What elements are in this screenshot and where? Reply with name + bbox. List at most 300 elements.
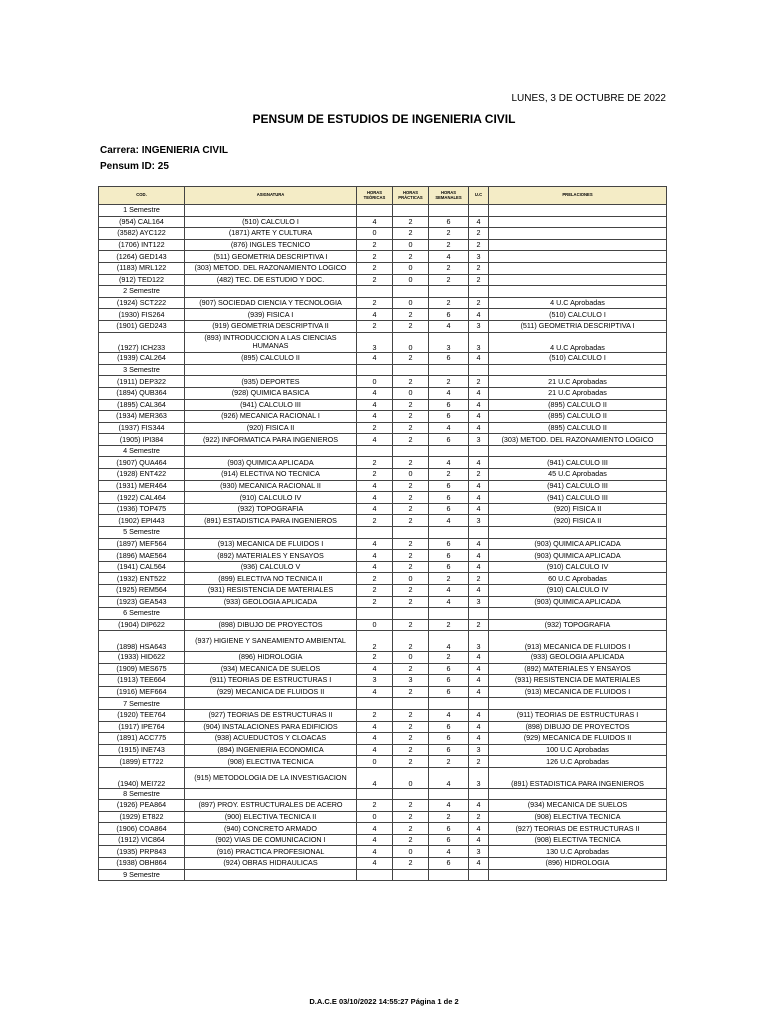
weekly-hours: 2 xyxy=(429,228,469,240)
weekly-hours: 4 xyxy=(429,846,469,858)
course-name: (910) CALCULO IV xyxy=(185,492,357,504)
empty-cell xyxy=(469,445,489,457)
practice-hours: 2 xyxy=(393,811,429,823)
course-code: (1933) HID622 xyxy=(99,651,185,663)
practice-hours: 2 xyxy=(393,320,429,332)
empty-cell xyxy=(185,445,357,457)
empty-cell xyxy=(357,527,393,539)
weekly-hours: 4 xyxy=(429,320,469,332)
course-name: (903) QUIMICA APLICADA xyxy=(185,457,357,469)
theory-hours: 4 xyxy=(357,411,393,423)
empty-cell xyxy=(185,869,357,881)
course-code: (1905) IPI384 xyxy=(99,434,185,446)
table-body xyxy=(99,205,667,881)
course-code: (1706) INT122 xyxy=(99,239,185,251)
weekly-hours: 6 xyxy=(429,411,469,423)
semester-label: 7 Semestre xyxy=(99,698,185,710)
table-header-row xyxy=(99,187,667,205)
course-row xyxy=(99,387,667,399)
course-row xyxy=(99,721,667,733)
course-name: (902) VIAS DE COMUNICACION I xyxy=(185,834,357,846)
theory-hours: 0 xyxy=(357,756,393,768)
career-label: Carrera: INGENIERIA CIVIL xyxy=(100,145,228,156)
prerequisite: (933) GEOLOGIA APLICADA xyxy=(489,651,667,663)
course-name: (908) ELECTIVA TECNICA xyxy=(185,756,357,768)
prerequisite: (941) CALCULO III xyxy=(489,457,667,469)
course-code: (1934) MER363 xyxy=(99,411,185,423)
theory-hours: 2 xyxy=(357,596,393,608)
theory-hours: 4 xyxy=(357,538,393,550)
course-code: (1907) QUA464 xyxy=(99,457,185,469)
empty-cell xyxy=(357,286,393,298)
course-name: (913) MECANICA DE FLUIDOS I xyxy=(185,538,357,550)
course-code: (1897) MEF564 xyxy=(99,538,185,550)
course-code: (1926) PEA864 xyxy=(99,800,185,812)
course-name: (907) SOCIEDAD CIENCIA Y TECNOLOGIA xyxy=(185,297,357,309)
theory-hours: 3 xyxy=(357,332,393,353)
practice-hours: 2 xyxy=(393,216,429,228)
theory-hours: 0 xyxy=(357,228,393,240)
theory-hours: 2 xyxy=(357,297,393,309)
prerequisite: (941) CALCULO III xyxy=(489,480,667,492)
course-name: (926) MECANICA RACIONAL I xyxy=(185,411,357,423)
course-name: (922) INFORMATICA PARA INGENIEROS xyxy=(185,434,357,446)
empty-cell xyxy=(469,286,489,298)
theory-hours: 0 xyxy=(357,376,393,388)
credit-units: 2 xyxy=(469,756,489,768)
course-name: (927) TEORIAS DE ESTRUCTURAS II xyxy=(185,709,357,721)
theory-hours: 4 xyxy=(357,550,393,562)
credit-units: 4 xyxy=(469,561,489,573)
course-row xyxy=(99,332,667,353)
course-name: (893) INTRODUCCION A LAS CIENCIAS HUMANAS xyxy=(185,332,357,353)
weekly-hours: 4 xyxy=(429,457,469,469)
prerequisite: 21 U.C Aprobadas xyxy=(489,376,667,388)
credit-units: 4 xyxy=(469,216,489,228)
credit-units: 2 xyxy=(469,469,489,481)
credit-units: 3 xyxy=(469,320,489,332)
theory-hours: 2 xyxy=(357,457,393,469)
course-row xyxy=(99,239,667,251)
theory-hours: 4 xyxy=(357,834,393,846)
theory-hours: 2 xyxy=(357,274,393,286)
credit-units: 2 xyxy=(469,619,489,631)
empty-cell xyxy=(393,205,429,217)
empty-cell xyxy=(393,286,429,298)
theory-hours: 3 xyxy=(357,675,393,687)
course-code: (1935) PRP843 xyxy=(99,846,185,858)
empty-cell xyxy=(489,608,667,620)
empty-cell xyxy=(429,205,469,217)
empty-cell xyxy=(357,364,393,376)
course-code: (3582) AYC122 xyxy=(99,228,185,240)
empty-cell xyxy=(393,527,429,539)
semester-row xyxy=(99,205,667,217)
course-row xyxy=(99,320,667,332)
prerequisite: (913) MECANICA DE FLUIDOS I xyxy=(489,631,667,652)
weekly-hours: 4 xyxy=(429,800,469,812)
empty-cell xyxy=(489,364,667,376)
prerequisite: (941) CALCULO III xyxy=(489,492,667,504)
practice-hours: 2 xyxy=(393,823,429,835)
theory-hours: 4 xyxy=(357,399,393,411)
prerequisite: 130 U.C Aprobadas xyxy=(489,846,667,858)
semester-row xyxy=(99,286,667,298)
theory-hours: 0 xyxy=(357,811,393,823)
weekly-hours: 4 xyxy=(429,709,469,721)
weekly-hours: 6 xyxy=(429,550,469,562)
course-row xyxy=(99,353,667,365)
course-name: (919) GEOMETRIA DESCRIPTIVA II xyxy=(185,320,357,332)
course-row xyxy=(99,422,667,434)
weekly-hours: 6 xyxy=(429,503,469,515)
theory-hours: 4 xyxy=(357,216,393,228)
course-row xyxy=(99,434,667,446)
course-code: (1930) FIS264 xyxy=(99,309,185,321)
prerequisite: 21 U.C Aprobadas xyxy=(489,387,667,399)
course-row xyxy=(99,480,667,492)
theory-hours: 2 xyxy=(357,631,393,652)
course-name: (931) RESISTENCIA DE MATERIALES xyxy=(185,585,357,597)
practice-hours: 2 xyxy=(393,251,429,263)
course-name: (934) MECANICA DE SUELOS xyxy=(185,663,357,675)
weekly-hours: 2 xyxy=(429,376,469,388)
course-row xyxy=(99,767,667,788)
semester-label: 1 Semestre xyxy=(99,205,185,217)
course-name: (896) HIDROLOGIA xyxy=(185,651,357,663)
empty-cell xyxy=(185,788,357,800)
weekly-hours: 6 xyxy=(429,309,469,321)
practice-hours: 2 xyxy=(393,480,429,492)
course-row xyxy=(99,251,667,263)
course-row xyxy=(99,596,667,608)
empty-cell xyxy=(489,527,667,539)
course-name: (915) METODOLOGIA DE LA INVESTIGACION xyxy=(185,767,357,788)
practice-hours: 2 xyxy=(393,561,429,573)
theory-hours: 2 xyxy=(357,239,393,251)
practice-hours: 2 xyxy=(393,353,429,365)
semester-row xyxy=(99,527,667,539)
semester-label: 8 Semestre xyxy=(99,788,185,800)
course-row xyxy=(99,515,667,527)
empty-cell xyxy=(185,286,357,298)
course-name: (904) INSTALACIONES PARA EDIFICIOS xyxy=(185,721,357,733)
prerequisite: (895) CALCULO II xyxy=(489,411,667,423)
course-row xyxy=(99,550,667,562)
semester-label: 3 Semestre xyxy=(99,364,185,376)
course-code: (1940) MEI722 xyxy=(99,767,185,788)
practice-hours: 0 xyxy=(393,767,429,788)
course-row xyxy=(99,756,667,768)
prerequisite: (932) TOPOGRAFIA xyxy=(489,619,667,631)
credit-units: 4 xyxy=(469,387,489,399)
theory-hours: 4 xyxy=(357,823,393,835)
course-code: (1924) SCT222 xyxy=(99,297,185,309)
course-name: (899) ELECTIVA NO TECNICA II xyxy=(185,573,357,585)
theory-hours: 4 xyxy=(357,492,393,504)
pensum-id-label: Pensum ID: 25 xyxy=(100,161,169,172)
practice-hours: 2 xyxy=(393,411,429,423)
course-name: (892) MATERIALES Y ENSAYOS xyxy=(185,550,357,562)
course-code: (1922) CAL464 xyxy=(99,492,185,504)
empty-cell xyxy=(185,608,357,620)
prerequisite: (911) TEORIAS DE ESTRUCTURAS I xyxy=(489,709,667,721)
weekly-hours: 2 xyxy=(429,619,469,631)
course-row xyxy=(99,573,667,585)
course-name: (936) CALCULO V xyxy=(185,561,357,573)
prerequisite xyxy=(489,239,667,251)
course-row xyxy=(99,631,667,652)
credit-units: 2 xyxy=(469,262,489,274)
empty-cell xyxy=(393,608,429,620)
theory-hours: 0 xyxy=(357,619,393,631)
credit-units: 4 xyxy=(469,686,489,698)
credit-units: 4 xyxy=(469,663,489,675)
course-code: (1912) VIC864 xyxy=(99,834,185,846)
weekly-hours: 2 xyxy=(429,239,469,251)
theory-hours: 4 xyxy=(357,767,393,788)
theory-hours: 4 xyxy=(357,434,393,446)
practice-hours: 3 xyxy=(393,675,429,687)
theory-hours: 4 xyxy=(357,663,393,675)
weekly-hours: 2 xyxy=(429,573,469,585)
weekly-hours: 2 xyxy=(429,262,469,274)
course-code: (1937) FIS344 xyxy=(99,422,185,434)
prerequisite xyxy=(489,216,667,228)
theory-hours: 2 xyxy=(357,515,393,527)
practice-hours: 2 xyxy=(393,619,429,631)
course-name: (482) TEC. DE ESTUDIO Y DOC. xyxy=(185,274,357,286)
prerequisite xyxy=(489,228,667,240)
credit-units: 3 xyxy=(469,434,489,446)
report-date: LUNES, 3 DE OCTUBRE DE 2022 xyxy=(511,93,666,104)
course-code: (1906) COA864 xyxy=(99,823,185,835)
credit-units: 2 xyxy=(469,239,489,251)
course-code: (1901) GED243 xyxy=(99,320,185,332)
course-code: (1899) ET722 xyxy=(99,756,185,768)
course-name: (897) PROY. ESTRUCTURALES DE ACERO xyxy=(185,800,357,812)
empty-cell xyxy=(469,364,489,376)
practice-hours: 2 xyxy=(393,858,429,870)
weekly-hours: 6 xyxy=(429,744,469,756)
course-row xyxy=(99,492,667,504)
prerequisite: (510) CALCULO I xyxy=(489,309,667,321)
theory-hours: 2 xyxy=(357,800,393,812)
credit-units: 2 xyxy=(469,573,489,585)
empty-cell xyxy=(469,608,489,620)
course-row xyxy=(99,411,667,423)
weekly-hours: 6 xyxy=(429,823,469,835)
practice-hours: 2 xyxy=(393,503,429,515)
practice-hours: 2 xyxy=(393,756,429,768)
course-row xyxy=(99,663,667,675)
course-row xyxy=(99,811,667,823)
practice-hours: 0 xyxy=(393,651,429,663)
prerequisite: (511) GEOMETRIA DESCRIPTIVA I xyxy=(489,320,667,332)
course-row xyxy=(99,733,667,745)
course-row xyxy=(99,561,667,573)
empty-cell xyxy=(469,698,489,710)
empty-cell xyxy=(489,205,667,217)
credit-units: 4 xyxy=(469,651,489,663)
empty-cell xyxy=(393,698,429,710)
practice-hours: 2 xyxy=(393,631,429,652)
practice-hours: 2 xyxy=(393,434,429,446)
course-code: (1920) TEE764 xyxy=(99,709,185,721)
semester-row xyxy=(99,869,667,881)
credit-units: 4 xyxy=(469,480,489,492)
empty-cell xyxy=(469,205,489,217)
prerequisite: (931) RESISTENCIA DE MATERIALES xyxy=(489,675,667,687)
weekly-hours: 6 xyxy=(429,492,469,504)
prerequisite: 4 U.C Aprobadas xyxy=(489,297,667,309)
prerequisite: (903) QUIMICA APLICADA xyxy=(489,538,667,550)
course-code: (1902) EPI443 xyxy=(99,515,185,527)
empty-cell xyxy=(357,869,393,881)
theory-hours: 4 xyxy=(357,480,393,492)
prerequisite: (920) FISICA II xyxy=(489,503,667,515)
practice-hours: 0 xyxy=(393,239,429,251)
prerequisite: (892) MATERIALES Y ENSAYOS xyxy=(489,663,667,675)
course-row xyxy=(99,651,667,663)
empty-cell xyxy=(185,364,357,376)
weekly-hours: 6 xyxy=(429,663,469,675)
empty-cell xyxy=(357,445,393,457)
course-row xyxy=(99,538,667,550)
course-code: (1911) DEP322 xyxy=(99,376,185,388)
course-name: (898) DIBUJO DE PROYECTOS xyxy=(185,619,357,631)
theory-hours: 2 xyxy=(357,262,393,274)
practice-hours: 2 xyxy=(393,399,429,411)
theory-hours: 2 xyxy=(357,422,393,434)
theory-hours: 4 xyxy=(357,387,393,399)
credit-units: 2 xyxy=(469,297,489,309)
practice-hours: 0 xyxy=(393,332,429,353)
semester-label: 5 Semestre xyxy=(99,527,185,539)
course-name: (914) ELECTIVA NO TECNICA xyxy=(185,469,357,481)
empty-cell xyxy=(489,445,667,457)
course-code: (1891) ACC775 xyxy=(99,733,185,745)
course-row xyxy=(99,309,667,321)
prerequisite: (303) METOD. DEL RAZONAMIENTO LOGICO xyxy=(489,434,667,446)
practice-hours: 2 xyxy=(393,309,429,321)
course-name: (1871) ARTE Y CULTURA xyxy=(185,228,357,240)
course-name: (920) FISICA II xyxy=(185,422,357,434)
practice-hours: 2 xyxy=(393,457,429,469)
prerequisite xyxy=(489,251,667,263)
empty-cell xyxy=(489,869,667,881)
credit-units: 4 xyxy=(469,353,489,365)
weekly-hours: 6 xyxy=(429,561,469,573)
weekly-hours: 2 xyxy=(429,274,469,286)
course-code: (1936) TOP475 xyxy=(99,503,185,515)
practice-hours: 2 xyxy=(393,550,429,562)
course-code: (1904) DIP622 xyxy=(99,619,185,631)
credit-units: 4 xyxy=(469,538,489,550)
practice-hours: 0 xyxy=(393,846,429,858)
prerequisite: 126 U.C Aprobadas xyxy=(489,756,667,768)
prerequisite: 60 U.C Aprobadas xyxy=(489,573,667,585)
weekly-hours: 2 xyxy=(429,756,469,768)
empty-cell xyxy=(489,788,667,800)
prerequisite: (891) ESTADISTICA PARA INGENIEROS xyxy=(489,767,667,788)
course-row xyxy=(99,686,667,698)
theory-hours: 4 xyxy=(357,309,393,321)
page-title: PENSUM DE ESTUDIOS DE INGENIERIA CIVIL xyxy=(252,112,516,126)
course-name: (940) CONCRETO ARMADO xyxy=(185,823,357,835)
course-name: (510) CALCULO I xyxy=(185,216,357,228)
semester-label: 6 Semestre xyxy=(99,608,185,620)
course-name: (938) ACUEDUCTOS Y CLOACAS xyxy=(185,733,357,745)
empty-cell xyxy=(469,527,489,539)
credit-units: 3 xyxy=(469,332,489,353)
credit-units: 4 xyxy=(469,411,489,423)
course-code: (1925) REM564 xyxy=(99,585,185,597)
theory-hours: 2 xyxy=(357,469,393,481)
course-row xyxy=(99,800,667,812)
theory-hours: 4 xyxy=(357,686,393,698)
empty-cell xyxy=(357,698,393,710)
course-code: (954) CAL164 xyxy=(99,216,185,228)
prerequisite: (934) MECANICA DE SUELOS xyxy=(489,800,667,812)
course-code: (1895) CAL364 xyxy=(99,399,185,411)
empty-cell xyxy=(429,445,469,457)
prerequisite xyxy=(489,274,667,286)
empty-cell xyxy=(393,445,429,457)
column-header: ASIGNATURA xyxy=(185,187,357,205)
empty-cell xyxy=(185,527,357,539)
practice-hours: 0 xyxy=(393,573,429,585)
semester-label: 2 Semestre xyxy=(99,286,185,298)
practice-hours: 2 xyxy=(393,492,429,504)
theory-hours: 2 xyxy=(357,320,393,332)
course-code: (1932) ENT522 xyxy=(99,573,185,585)
prerequisite: (898) DIBUJO DE PROYECTOS xyxy=(489,721,667,733)
course-code: (1896) MAE564 xyxy=(99,550,185,562)
weekly-hours: 2 xyxy=(429,297,469,309)
theory-hours: 2 xyxy=(357,251,393,263)
weekly-hours: 2 xyxy=(429,469,469,481)
practice-hours: 2 xyxy=(393,709,429,721)
page-footer: D.A.C.E 03/10/2022 14:55:27 Página 1 de 2 xyxy=(309,997,459,1006)
course-name: (894) INGENIERIA ECONOMICA xyxy=(185,744,357,756)
practice-hours: 2 xyxy=(393,686,429,698)
course-row xyxy=(99,675,667,687)
credit-units: 4 xyxy=(469,550,489,562)
course-name: (935) DEPORTES xyxy=(185,376,357,388)
practice-hours: 2 xyxy=(393,800,429,812)
theory-hours: 4 xyxy=(357,846,393,858)
prerequisite: (910) CALCULO IV xyxy=(489,561,667,573)
course-code: (1909) MES675 xyxy=(99,663,185,675)
practice-hours: 2 xyxy=(393,422,429,434)
weekly-hours: 6 xyxy=(429,675,469,687)
weekly-hours: 4 xyxy=(429,422,469,434)
weekly-hours: 4 xyxy=(429,251,469,263)
prerequisite: (920) FISICA II xyxy=(489,515,667,527)
prerequisite: (910) CALCULO IV xyxy=(489,585,667,597)
course-row xyxy=(99,376,667,388)
course-row xyxy=(99,823,667,835)
practice-hours: 2 xyxy=(393,733,429,745)
course-row xyxy=(99,619,667,631)
empty-cell xyxy=(393,788,429,800)
credit-units: 3 xyxy=(469,846,489,858)
empty-cell xyxy=(429,364,469,376)
weekly-hours: 6 xyxy=(429,480,469,492)
course-code: (1898) HSA643 xyxy=(99,631,185,652)
course-name: (303) METOD. DEL RAZONAMIENTO LOGICO xyxy=(185,262,357,274)
